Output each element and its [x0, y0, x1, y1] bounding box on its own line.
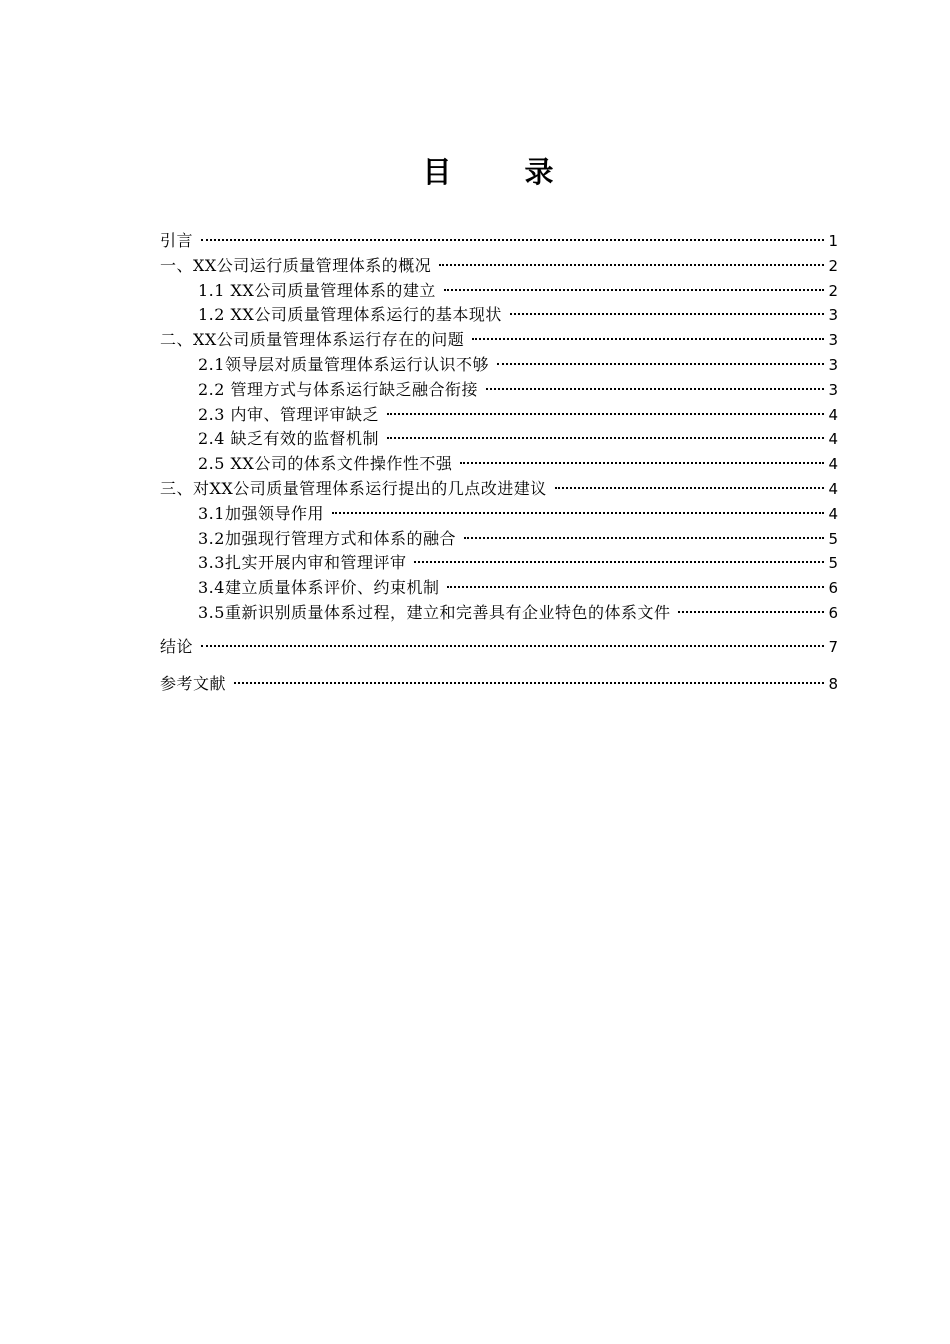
toc-entry-label: 1.1 XX公司质量管理体系的建立 — [198, 280, 436, 300]
toc-entry-chapter-3[interactable] — [160, 477, 838, 502]
toc-entry-label: 一、XX公司运行质量管理体系的概况 — [160, 255, 432, 275]
toc-page-number: 1 — [828, 232, 838, 250]
toc-page-number: 4 — [828, 479, 838, 498]
toc-entry-conclusion[interactable] — [160, 631, 838, 663]
toc-entry-references[interactable] — [160, 668, 838, 700]
toc-entry-section-2-2[interactable] — [160, 378, 838, 403]
dot-leader — [387, 437, 824, 439]
toc-entry-label: 3.2加强现行管理方式和体系的融合 — [198, 528, 456, 548]
toc-entry-section-3-1[interactable] — [160, 502, 838, 527]
toc-title: 目 录 — [422, 155, 576, 189]
dot-leader — [439, 264, 824, 266]
toc-entry-chapter-1[interactable] — [160, 254, 838, 279]
dot-leader — [472, 338, 824, 340]
dot-leader — [201, 645, 824, 647]
toc-entry-label: 参考文献 — [160, 673, 227, 693]
toc-entry-section-1-2[interactable] — [160, 303, 838, 328]
dot-leader — [460, 462, 824, 464]
toc-page-number: 7 — [828, 637, 838, 656]
toc-entry-chapter-2[interactable] — [160, 328, 838, 353]
toc-page-number: 2 — [828, 281, 838, 300]
toc-page-number: 3 — [828, 306, 838, 325]
dot-leader — [464, 537, 824, 539]
toc-page-number: 4 — [828, 455, 838, 474]
toc-entry-section-3-2[interactable] — [160, 527, 838, 552]
toc-page-number: 3 — [828, 331, 838, 350]
dot-leader — [387, 413, 824, 415]
toc-entry-label: 引言 — [160, 231, 194, 250]
dot-leader — [555, 487, 824, 489]
dot-leader — [444, 289, 824, 291]
dot-leader — [414, 561, 824, 563]
dot-leader — [510, 313, 824, 315]
dot-leader — [678, 611, 824, 613]
dot-leader — [201, 239, 824, 241]
toc-entry-label: 2.3 内审、管理评审缺乏 — [198, 404, 380, 424]
dot-leader — [447, 586, 824, 588]
toc-page-number: 4 — [828, 430, 838, 449]
toc-entry-label: 3.5重新识别质量体系过程，建立和完善具有企业特色的体系文件 — [198, 602, 671, 622]
toc-page-number: 6 — [828, 603, 838, 622]
toc-entry-introduction[interactable] — [160, 229, 838, 254]
toc-entry-label: 3.4建立质量体系评价、约束机制 — [198, 578, 440, 598]
toc-entry-section-3-5[interactable] — [160, 601, 838, 626]
toc-page-number: 5 — [828, 529, 838, 548]
dot-leader — [486, 388, 824, 390]
dot-leader — [332, 512, 824, 514]
toc-entry-section-2-5[interactable] — [160, 452, 838, 477]
toc-page-number: 6 — [828, 579, 838, 598]
toc-entry-label: 2.4 缺乏有效的监督机制 — [198, 429, 380, 449]
toc-entry-section-2-1[interactable] — [160, 353, 838, 378]
toc-entry-label: 2.5 XX公司的体系文件操作性不强 — [198, 454, 453, 474]
toc-page-number: 5 — [828, 554, 838, 573]
toc-entry-label: 1.2 XX公司质量管理体系运行的基本现状 — [198, 305, 502, 325]
toc-entry-section-3-4[interactable] — [160, 576, 838, 601]
toc-entry-label: 二、XX公司质量管理体系运行存在的问题 — [160, 330, 465, 350]
toc-entry-label: 结论 — [160, 636, 194, 656]
toc-entry-section-1-1[interactable] — [160, 279, 838, 304]
toc-page-number: 8 — [828, 674, 838, 693]
dot-leader — [234, 682, 824, 684]
toc-list — [160, 229, 838, 700]
toc-page-number: 3 — [828, 355, 838, 374]
toc-page-number: 4 — [828, 504, 838, 523]
toc-entry-label: 3.3扎实开展内审和管理评审 — [198, 553, 407, 573]
toc-entry-label: 三、对XX公司质量管理体系运行提出的几点改进建议 — [160, 478, 547, 498]
toc-page-number: 3 — [828, 380, 838, 399]
toc-entry-section-2-4[interactable] — [160, 427, 838, 452]
toc-page-number: 4 — [828, 405, 838, 424]
toc-entry-label: 2.1领导层对质量管理体系运行认识不够 — [198, 354, 489, 374]
toc-entry-section-2-3[interactable] — [160, 403, 838, 428]
dot-leader — [497, 363, 824, 365]
toc-entry-label: 3.1加强领导作用 — [198, 503, 324, 523]
toc-entry-section-3-3[interactable] — [160, 551, 838, 576]
toc-entry-label: 2.2 管理方式与体系运行缺乏融合衔接 — [198, 379, 479, 399]
toc-page-number: 2 — [828, 256, 838, 275]
